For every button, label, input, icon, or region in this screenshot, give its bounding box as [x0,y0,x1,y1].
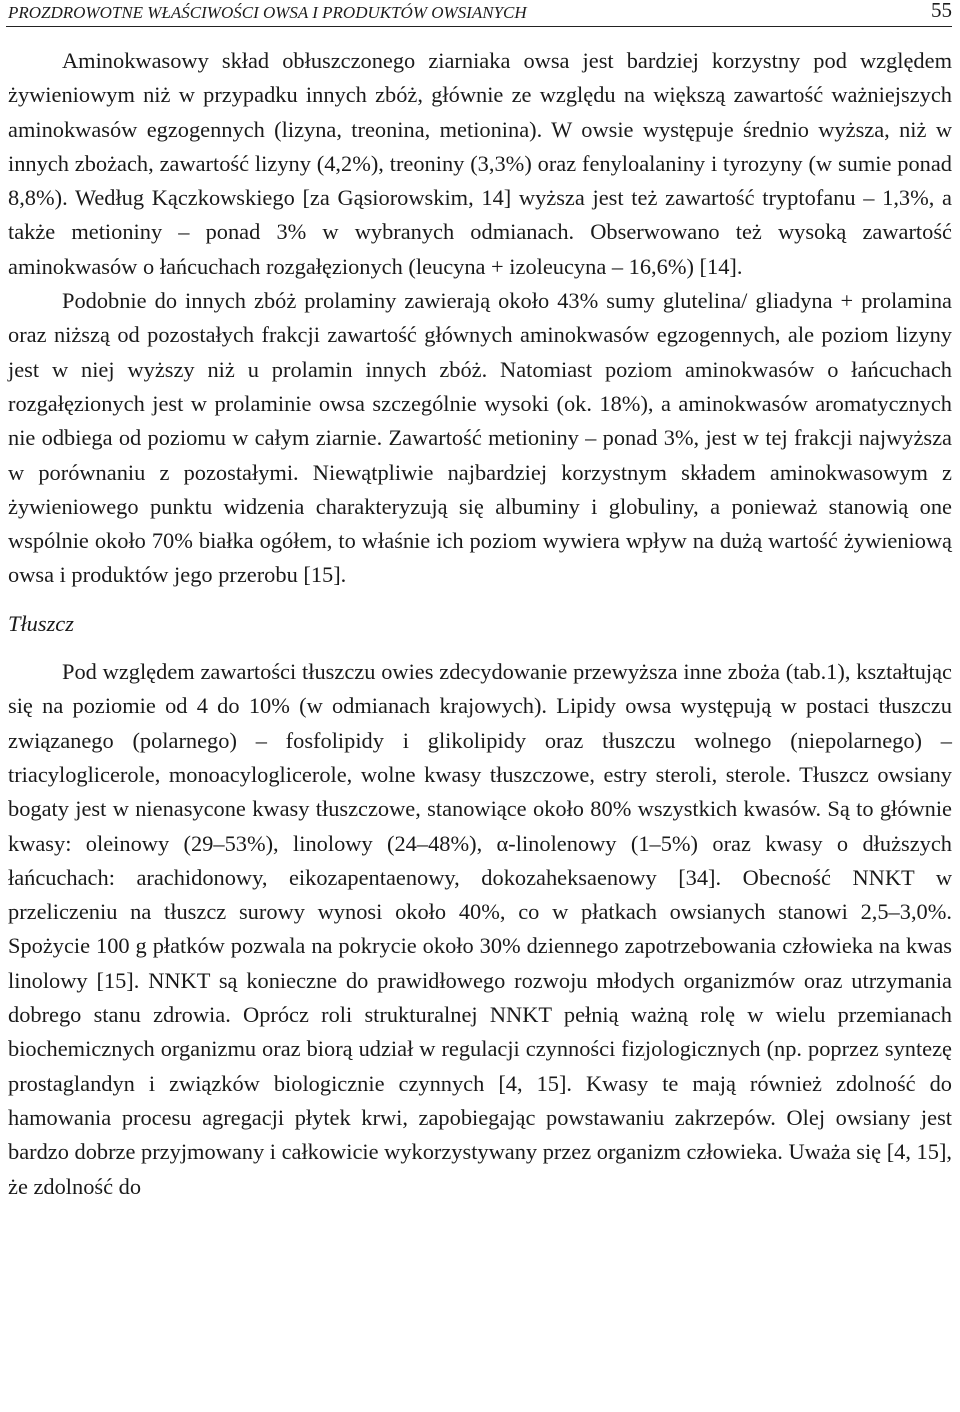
paragraph-prolamins: Podobnie do innych zbóż prolaminy zawierają około 43% sumy glutelina/ gliadyna + prolamina oraz niższą od pozostałych frakcji zawartość głównych aminokwasów egzogennych, ale poziom lizyny jest w niej wyższy niż u prolamin innych zbóż. Natomiast poziom aminokwasów o łańcuchach rozgałęzionych jest w prolaminie owsa szczególnie wysoki (ok. 18%), a aminokwasów aromatycznych nie odbiega od poziomu w całym ziarnie. Zawartość metioniny – ponad 3%, jest w tej frakcji najwyższa w porównaniu z pozostałymi. Niewątpliwie najbardziej korzystnym składem aminokwasowym z żywieniowego punktu widzenia charakteryzują się albuminy i globuliny, a ponieważ stanowią one wspólnie około 70% białka ogółem, to właśnie ich poziom wywiera wpływ na dużą wartość żywieniową owsa i produktów jego przerobu [15]. [8,288,952,588]
paragraph-amino-acid-composition: Aminokwasowy skład obłuszczonego ziarniaka owsa jest bardziej korzystny pod względem żywieniowym niż w przypadku innych zbóż, głównie ze względu na większą zawartość ważniejszych aminokwasów egzogennych (lizyna, treonina, metionina). W owsie występuje średnio wyższa, niż w innych zbożach, zawartość lizyny (4,2%), treoniny (3,3%) oraz fenyloalaniny i tyrozyny (w sumie ponad 8,8%). Według Kączkowskiego [za Gąsiorowskim, 14] wyższa jest też zawartość tryptofanu – 1,3%, a także metioniny – ponad 3% w wybranych odmianach. Obserwowano też wysoką zawartość aminokwasów o łańcuchach rozgałęzionych (leucyna + izoleucyna – 16,6%) [14]. [8,48,952,279]
running-title: PROZDROWOTNE WŁAŚCIWOŚCI OWSA I PRODUKTÓW OWSIANYCH [8,3,527,22]
section-heading-fat: Tłuszcz [8,610,74,636]
running-header [6,0,952,27]
paragraph-fat-content: Pod względem zawartości tłuszczu owies zdecydowanie przewyższa inne zboża (tab.1), kształtując się na poziomie od 4 do 10% (w odmianach krajowych). Lipidy owsa występują w postaci tłuszczu związanego (polarnego) – fosfolipidy i glikolipidy oraz tłuszczu wolnego (niepolarnego) – triacyloglicerole, monoacyloglicerole, wolne kwasy tłuszczowe, estry steroli, sterole. Tłuszcz owsiany bogaty jest w nienasycone kwasy tłuszczowe, stanowiące około 80% wszystkich kwasów. Są to głównie kwasy: oleinowy (29–53%), linolowy (24–48%), α-linolenowy (1–5%) oraz kwasy o dłuższych łańcuchach: arachidonowy, eikozapentaenowy, dokozaheksaenowy [34]. Obecność NNKT w przeliczeniu na tłuszcz surowy wynosi około 40%, co w płatkach owsianych stanowi 2,5–3,0%. Spożycie 100 g płatków pozwala na pokrycie około 30% dziennego zapotrzebowania człowieka na kwas linolowy [15]. NNKT są konieczne do prawidłowego rozwoju młodych organizmów oraz utrzymania dobrego stanu zdrowia. Oprócz roli strukturalnej NNKT pełnią ważną rolę w wielu przemianach biochemicznych organizmu oraz biorą udział w regulacji czynności fizjologicznych (np. poprzez syntezę prostaglandyn i związków biologicznie czynnych [4, 15]. Kwasy te mają również zdolność do hamowania procesu agregacji płytek krwi, zapobiegając powstawaniu zakrzepów. Olej owsiany jest bardzo dobrze przyjmowany i całkowicie wykorzystywany przez organizm człowieka. Uważa się [4, 15], że zdolność do [8,659,952,1199]
page-number: 55 [931,0,952,22]
body-text [8,44,952,1204]
